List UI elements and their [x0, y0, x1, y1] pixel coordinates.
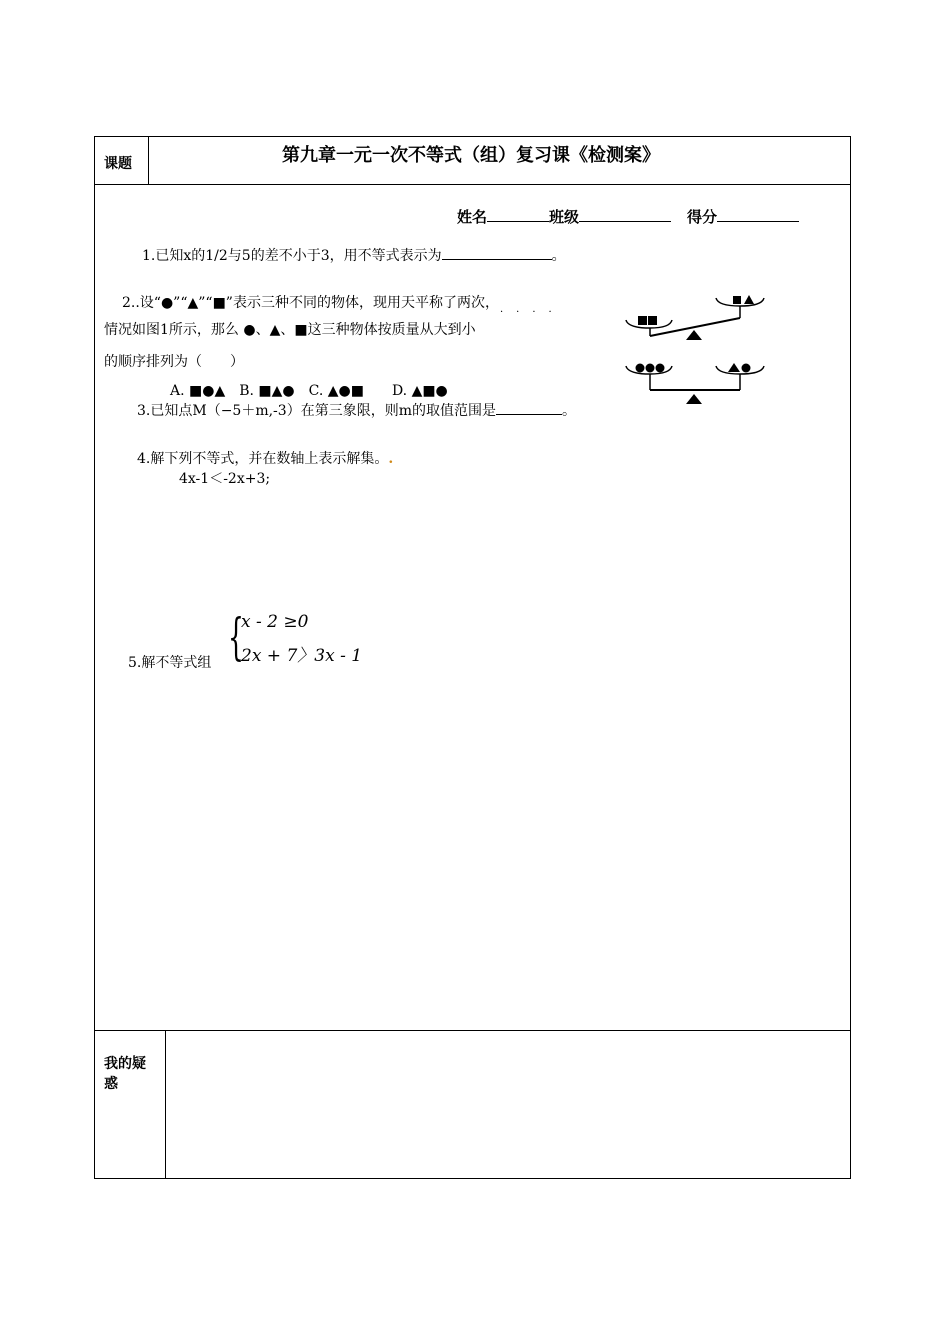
- student-info-line: [457, 206, 799, 227]
- question-1-end: 。: [551, 248, 566, 264]
- question-4: [137, 448, 393, 468]
- doubts-label-line-2: 惑: [104, 1076, 118, 1092]
- top-balance-scale: [626, 295, 764, 340]
- emphasis-dots: ····: [500, 307, 565, 318]
- question-2-options: A. ■●▲ B. ■▲● C. ▲●■ D. ▲■●: [170, 383, 448, 399]
- header-label-divider: [148, 136, 149, 184]
- system-line-2: 2x + 7〉3x - 1: [241, 646, 363, 666]
- question-2-line-1: 2..设“●”“▲”“■”表示三种不同的物体，现用天平称了两次，: [122, 295, 499, 311]
- bottom-balance-scale: [626, 363, 764, 404]
- question-2-line-3: 的顺序排列为（ ）: [104, 354, 244, 370]
- question-5-label: 5.解不等式组: [128, 655, 212, 671]
- name-label: 姓名: [457, 208, 488, 226]
- class-label: 班级: [549, 208, 580, 226]
- name-field[interactable]: [487, 207, 549, 222]
- score-field[interactable]: [717, 207, 799, 222]
- question-2-line-2: 情况如图1所示，那么 ●、▲、■这三种物体按质量从大到小: [104, 322, 476, 338]
- question-4-text: 4.解下列不等式，并在数轴上表示解集。: [137, 451, 389, 467]
- balance-scales-figure: [620, 290, 770, 410]
- doubts-answer-area[interactable]: [166, 1031, 850, 1178]
- doubts-label-line-1: 我的疑: [104, 1056, 146, 1072]
- inequality-system-brace: {: [228, 608, 244, 666]
- header-divider: [94, 184, 851, 185]
- question-3-end: 。: [561, 403, 576, 419]
- system-line-1: x - 2 ≥0: [241, 612, 309, 632]
- question-3-text: 3.已知点M（−5＋m,-3）在第三象限，则m的取值范围是: [137, 403, 496, 419]
- page-title: 第九章一元一次不等式（组）复习课《检测案》: [282, 145, 660, 166]
- orange-dot: .: [388, 451, 394, 467]
- score-label: 得分: [687, 208, 718, 226]
- question-1: [142, 245, 566, 265]
- class-field[interactable]: [579, 207, 671, 222]
- question-1-answer-field[interactable]: [442, 245, 552, 260]
- question-1-text: 1.已知x的1/2与5的差不小于3，用不等式表示为: [142, 248, 442, 264]
- question-4-inequality: 4x-1＜-2x+3;: [179, 471, 271, 487]
- header-label: 课题: [104, 156, 132, 172]
- question-3-answer-field[interactable]: [496, 400, 562, 415]
- question-3: [137, 400, 576, 420]
